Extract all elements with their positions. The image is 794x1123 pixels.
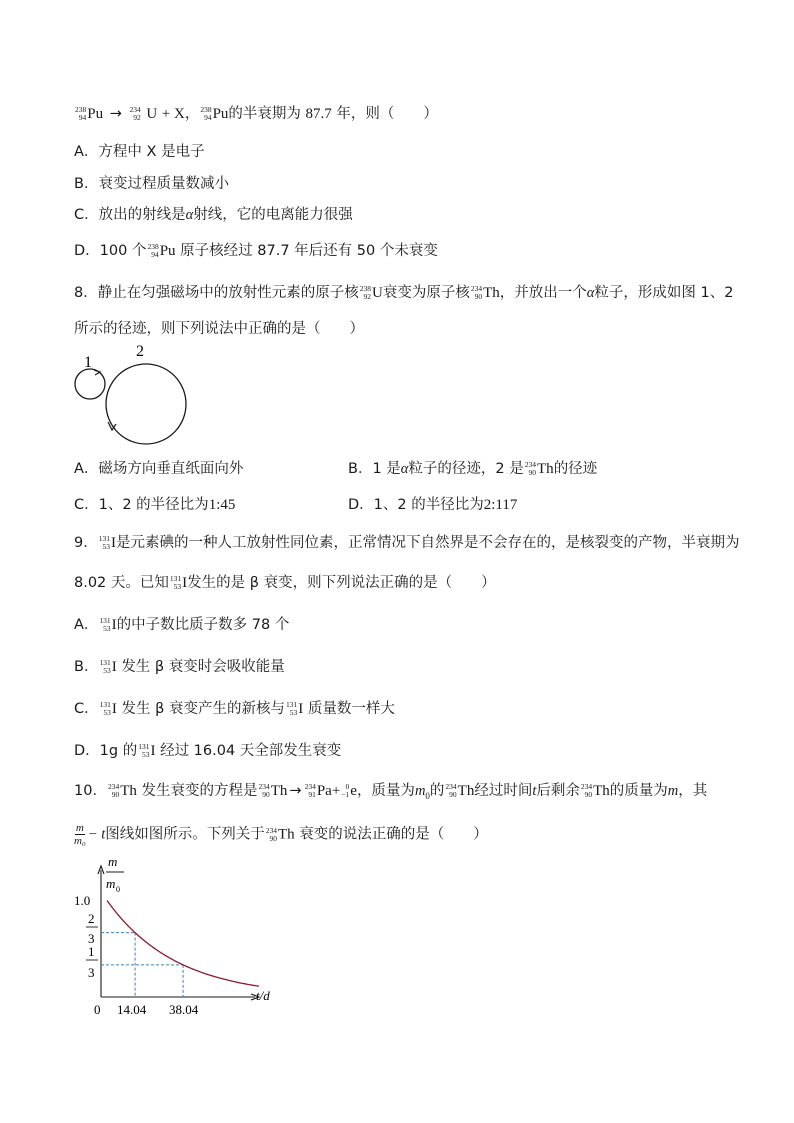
q9-stem-line1: 9． 131 53 I是元素碘的一种人工放射性同位素，正常情况下自然界是不会存在的，是核裂变的产物，半衰期为 xyxy=(74,534,740,551)
q7-option-d[interactable]: D．100 个 238 94 Pu 原子核经过 87.7 年后还有 50 个未衰变 xyxy=(74,242,438,259)
y-axis-label-den-sub: 0 xyxy=(116,885,120,894)
decay-curve xyxy=(107,901,259,987)
q8-option-c[interactable]: C．1、2 的半径比为1:45 xyxy=(74,497,236,513)
svg-text:1: 1 xyxy=(88,944,95,959)
q9-option-c[interactable]: C． 131 53 I 发生 β 衰变产生的新核与 131 53 I 质量数一样大 xyxy=(74,700,395,717)
nuclide-u: 234 92 xyxy=(129,105,141,122)
q8-option-a[interactable]: A．磁场方向垂直纸面向外 xyxy=(74,461,244,477)
track-circle-2 xyxy=(106,364,186,444)
svg-text:2: 2 xyxy=(88,911,95,926)
q8-track-figure xyxy=(70,340,200,450)
y-axis-label-num: m xyxy=(108,854,118,869)
track-label-1: 1 xyxy=(84,354,92,371)
track-circle-1 xyxy=(75,369,105,399)
q7-option-b[interactable]: B．衰变过程质量数减小 xyxy=(74,176,229,192)
x-tick-0: 0 xyxy=(94,1002,101,1017)
y-tick-1-0: 1.0 xyxy=(74,893,91,908)
q10-stem-line1: 10． 234 90 Th 发生衰变的方程是 234 90 Th → 234 91 Pa+ 0 −1 e，质量为$m_0$的 234 90 Th经过时间t后剩余 234 90 Th的质量为m，其 xyxy=(74,782,708,801)
q8-option-b[interactable]: B．1 是α粒子的径迹，2 是 234 90 Th的径迹 xyxy=(348,460,598,477)
q7-option-a[interactable]: A．方程中 X 是电子 xyxy=(74,144,205,160)
q8-option-d[interactable]: D．1、2 的半径比为2:117 xyxy=(348,497,518,513)
q10-decay-chart xyxy=(70,852,290,1022)
q9-option-d[interactable]: D．1g 的 131 53 I 经过 16.04 天全部发生衰变 xyxy=(74,742,342,759)
y-tick-two-thirds xyxy=(86,911,98,946)
y-axis-label-den: m xyxy=(106,876,116,891)
y-tick-one-third xyxy=(86,944,98,980)
q7-stem: 238 94 Pu → 234 92 U + X， 238 94 Pu的半衰期为 87.7 年，则（ ） xyxy=(75,105,438,122)
q8-stem-line1: 8．静止在匀强磁场中的放射性元素的原子核 238 92 U衰变为原子核 234 90 Th，并放出一个α粒子，形成如图 1、2 xyxy=(74,284,734,301)
track-arrow-1 xyxy=(94,370,100,375)
q9-stem-line2: 8.02 天。已知 131 53 I发生的是 β 衰变，则下列说法正确的是（ ） xyxy=(74,574,496,591)
q7-option-c[interactable]: C．放出的射线是α射线，它的电离能力很强 xyxy=(74,207,353,223)
track-label-2: 2 xyxy=(136,343,144,360)
x-tick-14-04: 14.04 xyxy=(117,1002,147,1017)
q10-stem-line2: $\frac{m}{\text{m₀}}$ − t图线如图所示。下列关于 234 90 Th 衰变的说法正确的是（ ） xyxy=(74,822,488,847)
x-tick-38-04: 38.04 xyxy=(169,1002,199,1017)
q8-stem-line2: 所示的径迹，则下列说法中正确的是（ ） xyxy=(74,321,364,337)
q9-option-b[interactable]: B． 131 53 I 发生 β 衰变时会吸收能量 xyxy=(74,658,285,675)
q9-option-a[interactable]: A． 131 53 I的中子数比质子数多 78 个 xyxy=(74,616,290,633)
x-axis-label: t/d xyxy=(256,988,270,1003)
nuclide-pu: 238 94 xyxy=(75,105,87,122)
svg-text:3: 3 xyxy=(88,931,95,946)
svg-text:3: 3 xyxy=(88,965,95,980)
mass-ratio-fraction: $\frac{m}{\text{m₀}}$ xyxy=(74,822,86,847)
